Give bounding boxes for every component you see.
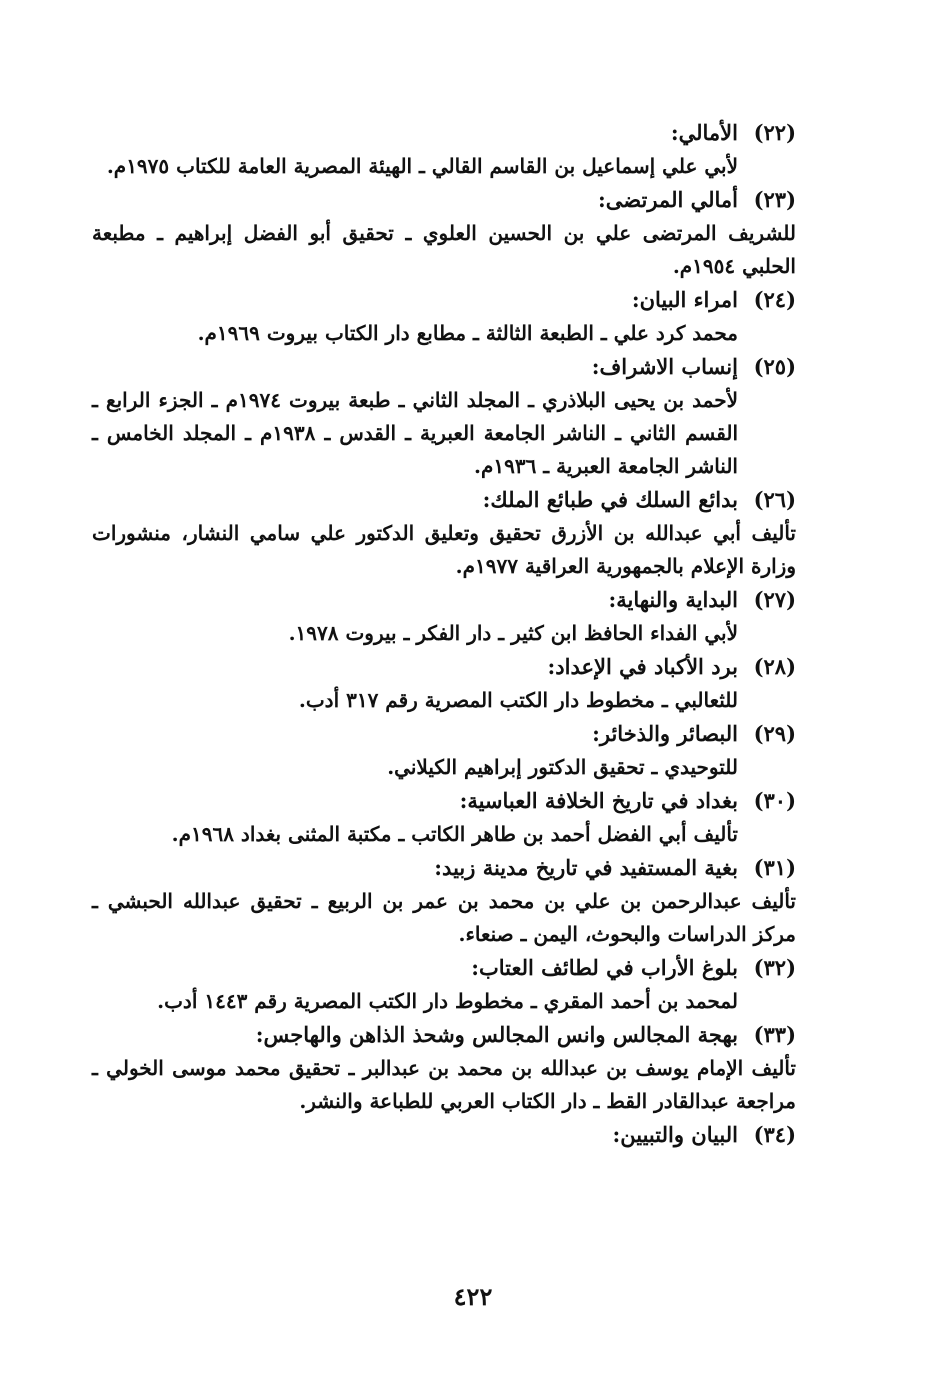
entry-number: (٣١): [753, 855, 796, 880]
bibliography-entry: [92, 650, 796, 717]
entry-details: تأليف الإمام يوسف بن عبدالله بن محمد بن عبدالبر ـ تحقيق محمد موسى الخولي ـ مراجعة عبدالقادر القط ـ دار الكتاب العربي للطباعة والنشر.: [92, 1056, 796, 1113]
entry-title: بغداد في تاريخ الخلافة العباسية:: [459, 788, 738, 813]
entry-title: إنساب الاشراف:: [591, 354, 738, 379]
bibliography-entry: [92, 851, 796, 951]
entry-details: تأليف عبدالرحمن بن علي بن محمد بن عمر بن الربيع ـ تحقيق عبدالله الحبشي ـ مركز الدراسات والبحوث، اليمن ـ صنعاء.: [92, 889, 797, 946]
entry-number: (٣٣): [753, 1022, 796, 1047]
entry-title: برد الأكباد في الإعداد:: [547, 654, 738, 679]
entry-details: لأبي الفداء الحافظ ابن كثير ـ دار الفكر ـ بيروت ١٩٧٨.: [288, 621, 738, 645]
entry-number: (٢٨): [753, 654, 796, 679]
entry-details: للتوحيدي ـ تحقيق الدكتور إبراهيم الكيلاني.: [387, 755, 738, 779]
bibliography-entry: [92, 583, 796, 650]
bibliography-entry: [92, 784, 796, 851]
bibliography-entry: [92, 1118, 796, 1152]
entry-details: لأحمد بن يحيى البلاذري ـ المجلد الثاني ـ طبعة بيروت ١٩٧٤م ـ الجزء الرابع ـ القسم الثاني ـ الناشر الجامعة العبرية ـ القدس ـ ١٩٣٨م ـ المجلد الخامس ـ الناشر الجامعة العبرية ـ ١٩٣٦م.: [92, 388, 739, 478]
entry-details: للشريف المرتضى علي بن الحسين العلوي ـ تحقيق أبو الفضل إبراهيم ـ مطبعة الحلبي ١٩٥٤م.: [92, 221, 796, 278]
bibliography-list: [92, 116, 796, 1152]
entry-number: (٣٠): [753, 788, 796, 813]
entry-title: بغية المستفيد في تاريخ مدينة زبيد:: [434, 855, 738, 880]
entry-details: محمد كرد علي ـ الطبعة الثالثة ـ مطابع دار الكتاب بيروت ١٩٦٩م.: [197, 321, 738, 345]
entry-number: (٣٤): [753, 1122, 796, 1147]
page-number: ٤٢٢: [453, 1282, 493, 1311]
entry-details: تأليف أبي الفضل أحمد بن طاهر الكاتب ـ مكتبة المثنى بغداد ١٩٦٨م.: [171, 822, 738, 846]
entry-details: تأليف أبي عبدالله بن الأزرق تحقيق وتعليق الدكتور علي سامي النشار، منشورات وزارة الإعلام بالجمهورية العراقية ١٩٧٧م.: [92, 521, 796, 578]
entry-details: للثعالبي ـ مخطوط دار الكتب المصرية رقم ٣١٧ أدب.: [298, 688, 738, 712]
entry-number: (٢٧): [753, 587, 796, 612]
bibliography-entry: [92, 1018, 796, 1118]
entry-title: بلوغ الأراب في لطائف العتاب:: [471, 955, 738, 980]
bibliography-entry: [92, 951, 796, 1018]
entry-title: أمالي المرتضى:: [598, 187, 738, 212]
bibliography-entry: [92, 350, 796, 483]
bibliography-entry: [92, 116, 796, 183]
entry-number: (٢٦): [753, 487, 796, 512]
entry-number: (٢٩): [753, 721, 796, 746]
entry-title: البيان والتبيين:: [612, 1122, 738, 1147]
entry-details: لأبي علي إسماعيل بن القاسم القالي ـ الهيئة المصرية العامة للكتاب ١٩٧٥م.: [106, 154, 738, 178]
bibliography-entry: [92, 283, 796, 350]
entry-title: البصائر والذخائر:: [592, 721, 738, 746]
entry-number: (٣٢): [753, 955, 796, 980]
entry-title: الأمالي:: [670, 120, 738, 145]
bibliography-entry: [92, 183, 796, 283]
bibliography-entry: [92, 717, 796, 784]
entry-title: بدائع السلك في طبائع الملك:: [482, 487, 738, 512]
entry-number: (٢٤): [753, 287, 796, 312]
entry-details: لمحمد بن أحمد المقري ـ مخطوط دار الكتب المصرية رقم ١٤٤٣ أدب.: [157, 989, 738, 1013]
entry-title: بهجة المجالس وانس المجالس وشحذ الذاهن والهاجس:: [255, 1022, 738, 1047]
entry-number: (٢٣): [753, 187, 796, 212]
entry-title: امراء البيان:: [631, 287, 738, 312]
entry-title: البداية والنهاية:: [608, 587, 738, 612]
entry-number: (٢٥): [753, 354, 796, 379]
bibliography-entry: [92, 483, 796, 583]
entry-number: (٢٢): [753, 120, 796, 145]
